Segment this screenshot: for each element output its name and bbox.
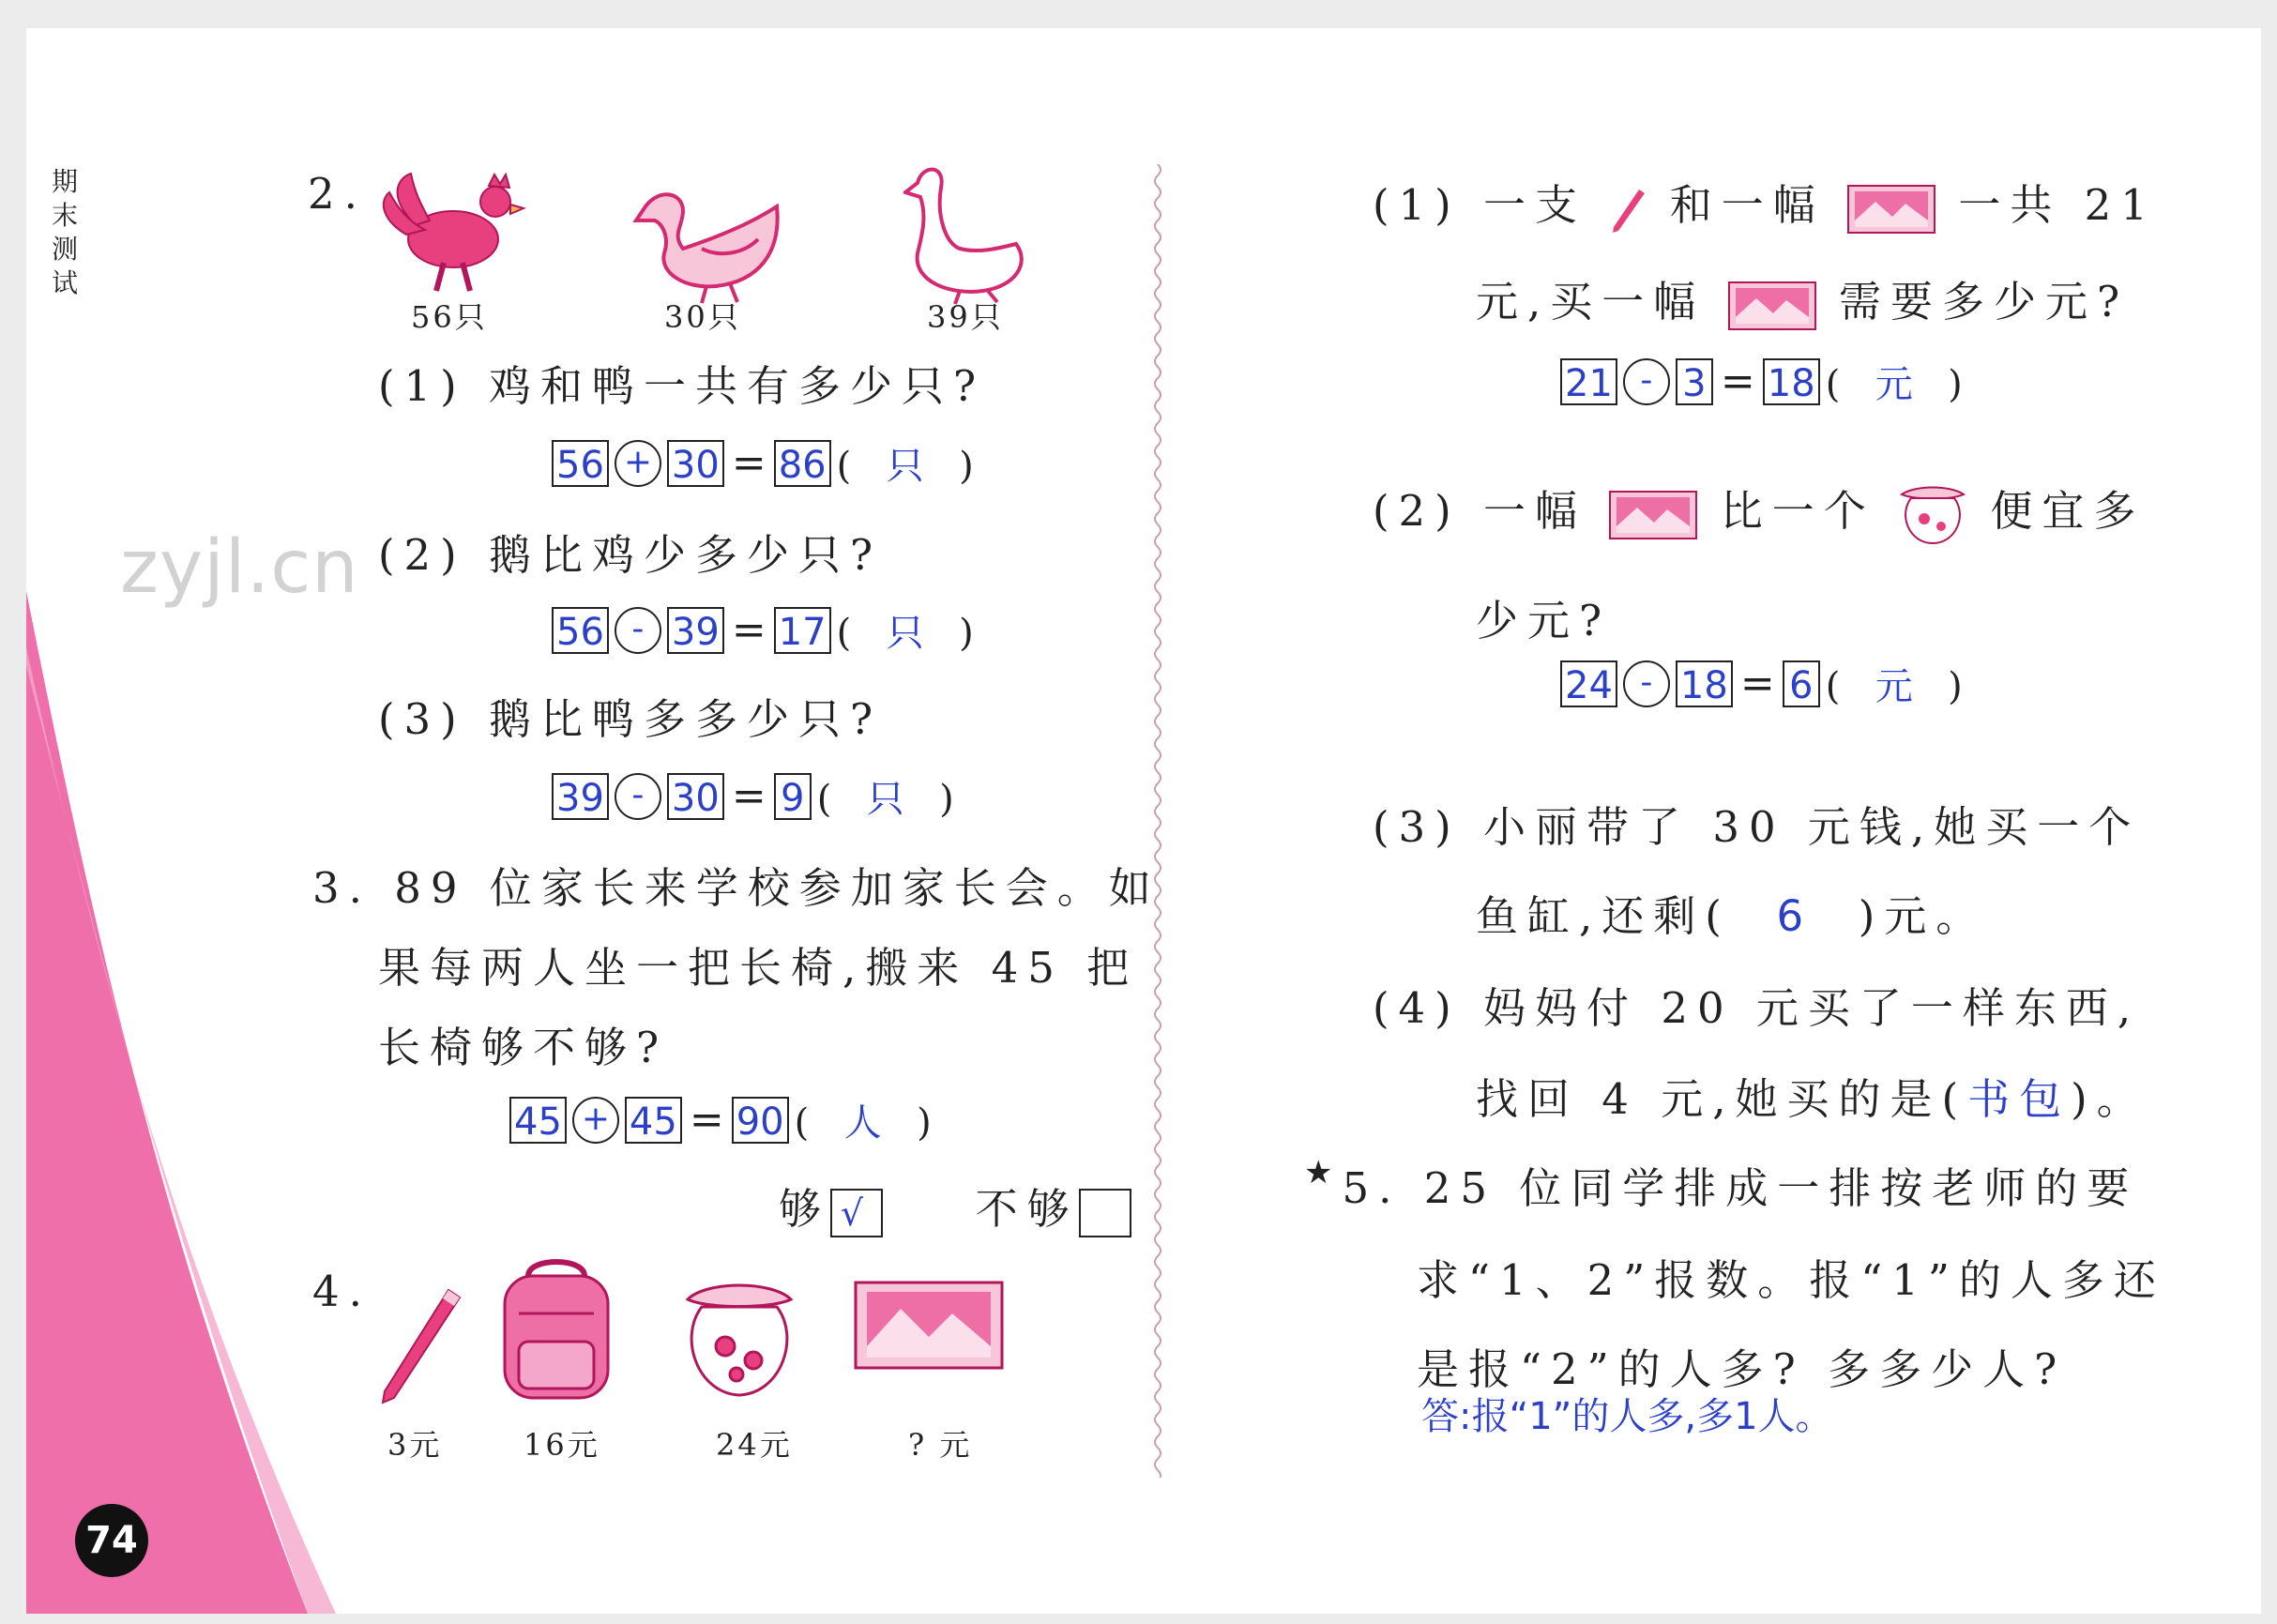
q4-part2-line2: 少元? — [1476, 596, 1612, 645]
q4-part4-line2: 找回 4 元,她买的是(书包)。 — [1476, 1074, 2148, 1124]
vase-price: 24元 — [716, 1427, 793, 1463]
backpack-price: 16元 — [524, 1427, 600, 1463]
operator-circle[interactable]: - — [615, 607, 661, 654]
q5-line3: 是报“2”的人多? 多多少人? — [1417, 1344, 2067, 1394]
unit-answer: 元 — [1875, 665, 1917, 708]
star-icon: ★ — [1304, 1154, 1343, 1191]
enough-checkbox[interactable]: √ — [830, 1189, 883, 1237]
unit-answer: 元 — [1875, 363, 1917, 406]
painting-icon — [1847, 185, 1935, 234]
q4-part1-line1: (1) 一支 和一幅 一共 21 — [1373, 171, 2157, 234]
q4-part1-line2: 元,买一幅 需要多少元? — [1476, 267, 2129, 330]
operator-circle[interactable]: - — [1623, 358, 1670, 405]
operator-circle[interactable]: - — [615, 773, 661, 820]
rooster-count: 56只 — [411, 299, 488, 335]
answer-text: 6 — [1776, 891, 1814, 941]
result-box[interactable]: 86 — [774, 440, 831, 487]
q2-part1-question: (1) 鸡和鸭一共有多少只? — [378, 361, 986, 411]
result-box[interactable]: 90 — [732, 1097, 789, 1144]
duck-count: 30只 — [664, 299, 741, 335]
goose-count: 39只 — [927, 299, 1004, 335]
unit-answer: 只 — [886, 445, 928, 488]
operator-circle[interactable]: + — [615, 440, 661, 487]
workbook-page — [26, 28, 2261, 1614]
q3-line3: 长椅够不够? — [378, 1023, 669, 1072]
unit-answer: 只 — [866, 778, 908, 821]
goose-icon — [903, 159, 1035, 305]
q2-part3-question: (3) 鹅比鸭多多少只? — [378, 694, 883, 744]
operand-box[interactable]: 45 — [625, 1097, 682, 1144]
pen-icon — [1609, 186, 1647, 233]
result-box[interactable]: 9 — [774, 773, 812, 820]
operand-box[interactable]: 24 — [1560, 660, 1617, 707]
result-box[interactable]: 17 — [774, 607, 831, 654]
pen-icon — [373, 1281, 467, 1412]
unit-answer: 人 — [843, 1101, 886, 1145]
operand-box[interactable]: 3 — [1676, 358, 1713, 405]
rooster-icon — [378, 169, 538, 305]
not-enough-checkbox[interactable] — [1079, 1189, 1131, 1237]
operand-box[interactable]: 21 — [1560, 358, 1617, 405]
q2-part1-equation: 56 + 30 = 86 ( 只 ) — [552, 436, 978, 490]
painting-icon — [1728, 281, 1816, 330]
operator-circle[interactable]: - — [1623, 660, 1670, 707]
operand-box[interactable]: 39 — [667, 607, 724, 654]
q3-line1: 3. 89 位家长来学校参加家长会。如 — [312, 863, 1161, 913]
q3-equation: 45 + 45 = 90 ( 人 ) — [509, 1093, 935, 1146]
q4-part3-line1: (3) 小丽带了 30 元钱,她买一个 — [1373, 802, 2141, 852]
operand-box[interactable]: 39 — [552, 773, 609, 820]
duck-icon — [627, 178, 791, 305]
q5-line1: ★5. 25 位同学排成一排按老师的要 — [1304, 1154, 2139, 1213]
q5-answer: 答:报“1”的人多,多1人。 — [1421, 1395, 1833, 1438]
q2-part2-question: (2) 鹅比鸡少多少只? — [378, 530, 883, 580]
operand-box[interactable]: 56 — [552, 607, 609, 654]
operand-box[interactable]: 56 — [552, 440, 609, 487]
enough-label: 够 — [779, 1184, 831, 1234]
q4-number: 4. — [312, 1267, 372, 1316]
q4-part1-equation: 21 - 3 = 18 ( 元 ) — [1560, 355, 1966, 408]
result-box[interactable]: 18 — [1763, 358, 1820, 405]
backpack-icon — [491, 1257, 627, 1407]
q4-part3-line2: 鱼缸,还剩( 6 )元。 — [1476, 891, 1988, 941]
q3-enough-row — [779, 1175, 1131, 1237]
painting-icon — [1609, 491, 1697, 539]
side-label: 期 末 测 试 — [51, 166, 78, 298]
operand-box[interactable]: 30 — [667, 773, 724, 820]
operand-box[interactable]: 18 — [1676, 660, 1733, 707]
q4-part2-equation: 24 - 18 = 6 ( 元 ) — [1560, 657, 1966, 710]
operand-box[interactable]: 30 — [667, 440, 724, 487]
painting-icon — [854, 1281, 1004, 1370]
q4-part2-line1: (2) 一幅 比一个 便宜多 — [1373, 477, 2145, 545]
q3-line2: 果每两人坐一把长椅,搬来 45 把 — [378, 943, 1139, 993]
page-number: 74 — [75, 1504, 148, 1577]
q4-part4-line1: (4) 妈妈付 20 元买了一样东西, — [1373, 983, 2141, 1033]
operator-circle[interactable]: + — [572, 1097, 619, 1144]
vase-icon — [678, 1281, 800, 1403]
q2-number: 2. — [308, 169, 367, 219]
pen-price: 3元 — [387, 1427, 443, 1463]
painting-price: ? 元 — [908, 1427, 973, 1463]
column-divider — [1150, 164, 1165, 1478]
q5-line2: 求“1、2”报数。报“1”的人多还 — [1417, 1255, 2165, 1305]
watermark: zyjl.cn — [120, 525, 359, 610]
operand-box[interactable]: 45 — [509, 1097, 567, 1144]
q2-part3-equation: 39 - 30 = 9 ( 只 ) — [552, 769, 958, 823]
unit-answer: 只 — [886, 612, 928, 655]
not-enough-label: 不够 — [975, 1184, 1079, 1234]
vase-icon — [1898, 485, 1967, 545]
answer-text: 书包 — [1967, 1074, 2072, 1124]
result-box[interactable]: 6 — [1783, 660, 1820, 707]
q2-part2-equation: 56 - 39 = 17 ( 只 ) — [552, 603, 978, 657]
